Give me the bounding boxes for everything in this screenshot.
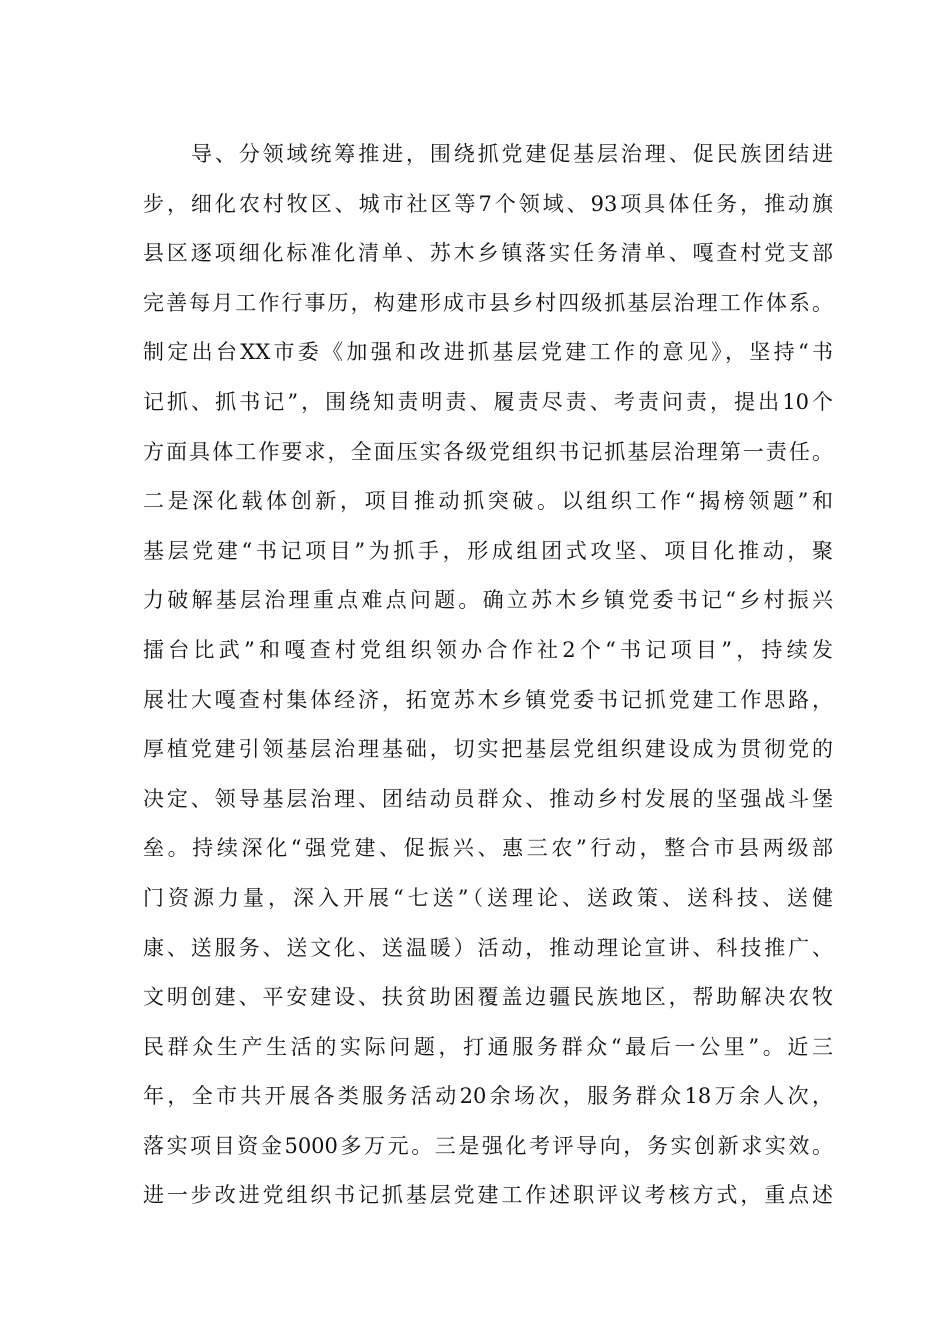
body-text	[143, 130, 833, 1221]
text-line-19: 民群众生产生活的实际问题，打通服务群众“最后一公里”。近三	[143, 1034, 833, 1059]
text-line-17: 康、送服务、送文化、送温暖）活动，推动理论宣讲、科技推广、	[143, 935, 833, 960]
text-line-14: 决定、领导基层治理、团结动员群众、推动乡村发展的坚强战斗堡	[143, 786, 833, 811]
text-line-15: 垒。持续深化“强党建、促振兴、惠三农”行动，整合市县两级部	[143, 836, 833, 861]
text-line-3: 县区逐项细化标准化清单、苏木乡镇落实任务清单、嘎查村党支部	[143, 241, 833, 266]
text-line-8: 二是深化载体创新，项目推动抓突破。以组织工作“揭榜领题”和	[143, 489, 833, 514]
text-line-13: 厚植党建引领基层治理基础，切实把基层党组织建设成为贯彻党的	[143, 737, 833, 762]
text-line-9: 基层党建“书记项目”为抓手，形成组团式攻坚、项目化推动，聚	[143, 538, 833, 563]
text-line-18: 文明创建、平安建设、扶贫助困覆盖边疆民族地区，帮助解决农牧	[143, 985, 833, 1010]
text-line-16: 门资源力量，深入开展“七送”（送理论、送政策、送科技、送健	[143, 885, 833, 910]
text-line-21: 落实项目资金5000多万元。三是强化考评导向，务实创新求实效。	[143, 1133, 833, 1158]
text-line-1: 导、分领域统筹推进，围绕抓党建促基层治理、促民族团结进	[191, 142, 833, 166]
text-line-12: 展壮大嘎查村集体经济，拓宽苏木乡镇党委书记抓党建工作思路，	[143, 687, 833, 712]
text-line-11: 擂台比武”和嘎查村党组织领办合作社2个“书记项目”，持续发	[143, 637, 833, 662]
text-line-7: 方面具体工作要求，全面压实各级党组织书记抓基层治理第一责任。	[143, 439, 833, 464]
text-line-4: 完善每月工作行事历，构建形成市县乡村四级抓基层治理工作体系。	[143, 290, 833, 315]
text-line-10: 力破解基层治理重点难点问题。确立苏木乡镇党委书记“乡村振兴	[143, 588, 833, 613]
text-line-2: 步，细化农村牧区、城市社区等7个领域、93项具体任务，推动旗	[143, 191, 833, 216]
text-line-6: 记抓、抓书记”，围绕知责明责、履责尽责、考责问责，提出10个	[143, 389, 833, 414]
text-line-20: 年，全市共开展各类服务活动20余场次，服务群众18万余人次，	[143, 1084, 833, 1109]
text-line-5: 制定出台XX市委《加强和改进抓基层党建工作的意见》，坚持“书	[143, 340, 833, 365]
text-line-22: 进一步改进党组织书记抓基层党建工作述职评议考核方式，重点述	[143, 1183, 833, 1208]
